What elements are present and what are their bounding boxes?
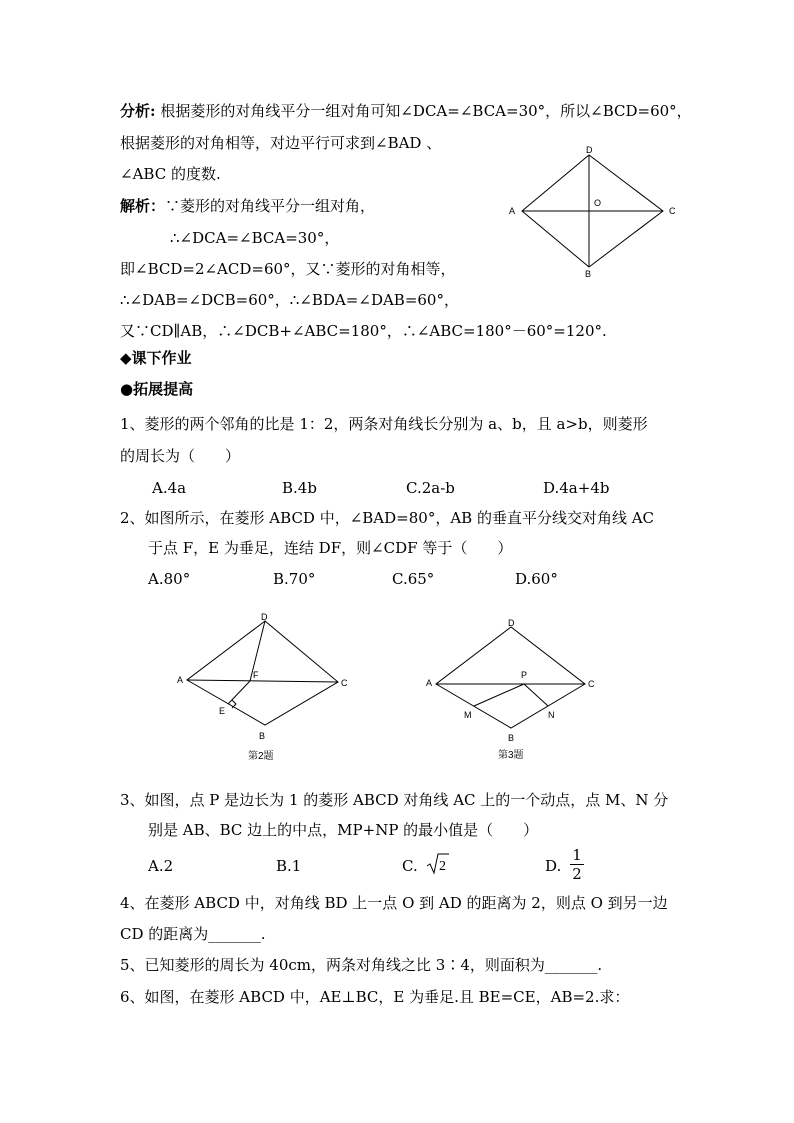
fraction-one-half [570,846,584,883]
fig3-label-N: N [548,710,555,720]
q1-option-c: C.2a-b [406,479,455,497]
sqrt-symbol [426,851,450,877]
q1-option-b: B.4b [282,479,317,497]
q2-option-a: A.80° [148,570,191,588]
fig1-label-O: O [594,198,602,208]
figure-1-rhombus [500,140,685,280]
solution-text-1: ∵菱形的对角线平分一组对角， [165,197,376,215]
fig3-label-C: C [588,679,595,689]
q1-line-1: 1、菱形的两个邻角的比是 1：2，两条对角线长分别为 a、b，且 a>b，则菱形 [120,415,648,433]
q3-option-d: D. [545,857,562,875]
q3-option-c: C. [402,857,418,875]
fraction-numerator: 1 [570,846,584,865]
q2-option-d: D.60° [515,570,558,588]
q5-line-1: 5、已知菱形的周长为 40cm，两条对角线之比 3∶4，则面积为_______. [120,956,603,974]
fig1-label-C: C [669,206,676,216]
homework-title: ◆课下作业 [120,349,192,367]
q3-option-a: A.2 [148,857,174,875]
fig3-label-D: D [508,618,515,628]
figure-2 [170,610,360,765]
extension-title: ●拓展提高 [120,380,194,398]
q1-option-d: D.4a+4b [543,479,610,497]
fig2-label-E: E [219,706,226,716]
sqrt-radicand: 2 [439,859,446,874]
fig1-label-B: B [585,269,592,279]
fig2-label-D: D [261,612,268,622]
analysis-text-1: 根据菱形的对角线平分一组对角可知∠DCA=∠BCA=30°，所以∠BCD=60°， [160,102,692,120]
fig3-label-M: M [464,710,472,720]
solution-line-2: ∴∠DCA=∠BCA=30°， [170,229,340,247]
fig2-label-B: B [259,731,266,741]
fig3-label-A: A [426,678,433,688]
q6-line-1: 6、如图，在菱形 ABCD 中，AE⊥BC，E 为垂足.且 BE=CE，AB=2.求： [120,988,630,1006]
q2-line-2: 于点 F，E 为垂足，连结 DF，则∠CDF 等于（ ） [148,539,513,557]
solution-line-1: 解析：∵菱形的对角线平分一组对角， [120,197,376,215]
solution-line-3: 即∠BCD=2∠ACD=60°，又∵菱形的对角相等， [120,260,456,278]
q3-line-1: 3、如图，点 P 是边长为 1 的菱形 ABCD 对角线 AC 上的一个动点，点 M、N 分 [120,791,669,809]
fig1-label-A: A [509,206,516,216]
analysis-line-2: 根据菱形的对角相等，对边平行可求到∠BAD 、 [120,134,442,152]
fig3-label-P: P [521,670,528,680]
fig2-label-C: C [341,678,348,688]
analysis-line-3: ∠ABC 的度数. [120,165,221,183]
solution-line-4: ∴∠DAB=∠DCB=60°，∴∠BDA=∠DAB=60°， [120,291,459,309]
fig2-label-F: F [253,670,259,680]
q4-line-1: 4、在菱形 ABCD 中，对角线 BD 上一点 O 到 AD 的距离为 2，则点 O 到另一边 [120,894,668,912]
solution-line-5: 又∵CD∥AB，∴∠DCB+∠ABC=180°，∴∠ABC=180°－60°=120°. [120,322,607,340]
fig2-caption: 第2题 [248,751,274,762]
q1-option-a: A.4a [152,479,187,497]
fig1-label-D: D [586,145,593,155]
q1-line-2: 的周长为（ ） [120,447,241,465]
q3-line-2: 别是 AB、BC 边上的中点，MP+NP 的最小值是（ ） [148,821,539,839]
q3-option-b: B.1 [276,857,302,875]
figure-3 [420,610,605,765]
solution-label: 解析 [120,197,151,215]
analysis-label: 分析 [120,102,151,120]
fig2-label-A: A [177,675,184,685]
q4-line-2: CD 的距离为_______. [120,925,266,943]
fig3-label-B: B [508,733,515,743]
fig3-caption: 第3题 [498,750,524,761]
fraction-denominator: 2 [572,865,582,883]
q2-option-c: C.65° [392,570,435,588]
q2-option-b: B.70° [273,570,316,588]
analysis-line-1: 分析: 根据菱形的对角线平分一组对角可知∠DCA=∠BCA=30°，所以∠BCD=60°， [120,102,692,120]
q2-line-1: 2、如图所示，在菱形 ABCD 中，∠BAD=80°，AB 的垂直平分线交对角线 AC [120,509,655,527]
